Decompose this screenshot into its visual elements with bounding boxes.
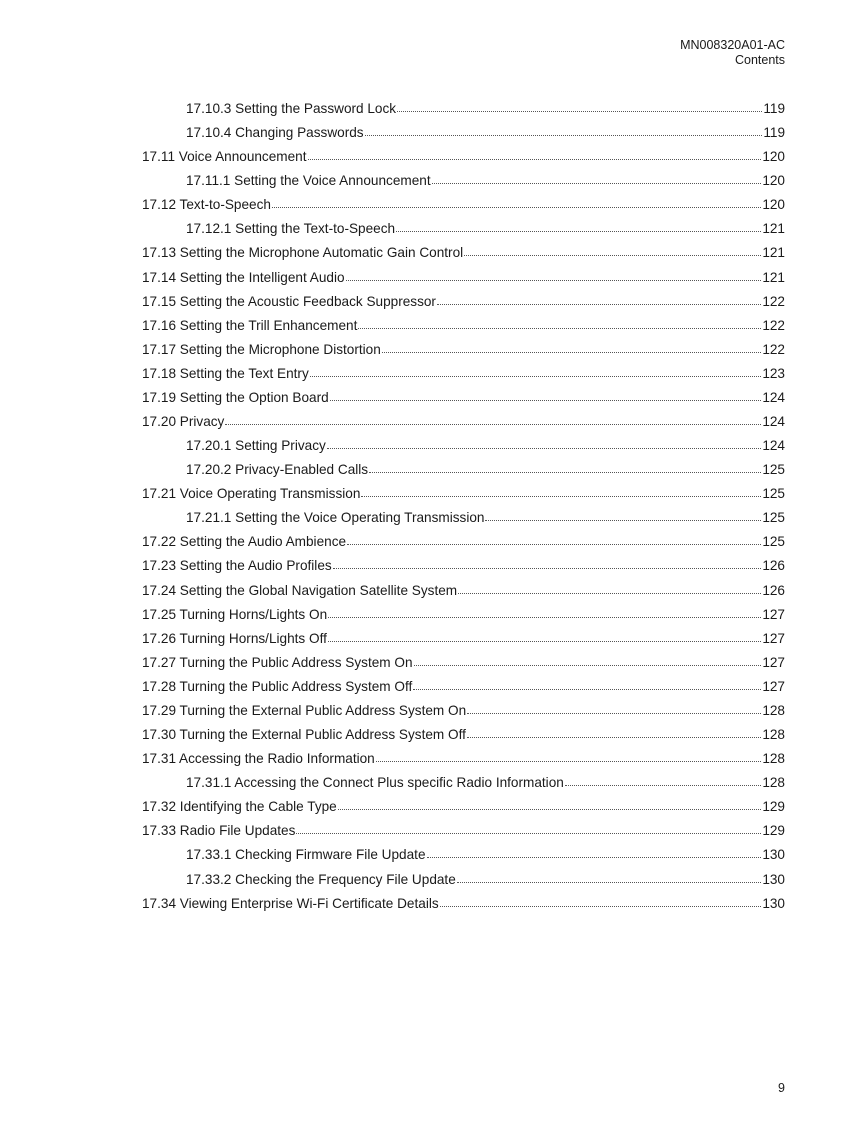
- document-id: MN008320A01-AC: [680, 38, 785, 52]
- page-header: [680, 38, 785, 68]
- toc-entry[interactable]: [142, 676, 785, 700]
- dot-leader: [328, 627, 761, 642]
- page-number: 9: [778, 1081, 785, 1095]
- toc-entry[interactable]: [142, 604, 785, 628]
- dot-leader: [361, 482, 761, 497]
- toc-entry-title[interactable]: 17.33 Radio File Updates: [142, 823, 296, 839]
- toc-entry-page[interactable]: 124: [762, 389, 785, 405]
- dot-leader: [365, 121, 763, 136]
- toc-entry-page[interactable]: 122: [762, 293, 785, 309]
- toc-entry-page[interactable]: 121: [762, 269, 785, 285]
- toc-entry-title[interactable]: 17.20 Privacy: [142, 414, 225, 430]
- toc-entry-page[interactable]: 125: [762, 462, 785, 478]
- dot-leader: [346, 266, 762, 281]
- toc-entry[interactable]: [142, 652, 785, 676]
- toc-entry-page[interactable]: 120: [762, 149, 785, 165]
- toc-entry-title[interactable]: 17.12.1 Setting the Text-to-Speech: [186, 221, 396, 237]
- dot-leader: [437, 290, 761, 305]
- dot-leader: [328, 603, 761, 618]
- toc-entry[interactable]: [142, 291, 785, 315]
- toc-entry-page[interactable]: 121: [762, 245, 785, 261]
- toc-entry-title[interactable]: 17.14 Setting the Intelligent Audio: [142, 269, 345, 285]
- toc-entry-page[interactable]: 126: [762, 582, 785, 598]
- toc-entry-page[interactable]: 127: [762, 678, 785, 694]
- toc-entry-page[interactable]: 128: [762, 702, 785, 718]
- toc-entry-title[interactable]: 17.18 Setting the Text Entry: [142, 365, 309, 381]
- toc-entry-title[interactable]: 17.30 Turning the External Public Address System Off: [142, 727, 466, 743]
- dot-leader: [397, 97, 762, 112]
- dot-leader: [565, 771, 761, 786]
- toc-entry-page[interactable]: 120: [762, 197, 785, 213]
- toc-entry[interactable]: [142, 796, 785, 820]
- dot-leader: [333, 554, 762, 569]
- toc-entry-title[interactable]: 17.32 Identifying the Cable Type: [142, 799, 337, 815]
- toc-entry-title[interactable]: 17.33.2 Checking the Frequency File Update: [186, 871, 456, 887]
- toc-entry-page[interactable]: 130: [762, 895, 785, 911]
- toc-entry-page[interactable]: 127: [762, 630, 785, 646]
- toc-entry[interactable]: [142, 170, 785, 194]
- toc-entry-page[interactable]: 128: [762, 775, 785, 791]
- dot-leader: [376, 747, 762, 762]
- toc-entry-title[interactable]: 17.33.1 Checking Firmware File Update: [186, 847, 426, 863]
- toc-entry-title[interactable]: 17.34 Viewing Enterprise Wi-Fi Certificate Details: [142, 895, 439, 911]
- toc-entry-page[interactable]: 126: [762, 558, 785, 574]
- toc-entry[interactable]: [142, 531, 785, 555]
- toc-entry[interactable]: [142, 748, 785, 772]
- toc-entry[interactable]: [142, 387, 785, 411]
- dot-leader: [458, 579, 761, 594]
- toc-entry-page[interactable]: 130: [762, 871, 785, 887]
- toc-entry-title[interactable]: 17.31.1 Accessing the Connect Plus specific Radio Information: [186, 775, 564, 791]
- toc-entry-title[interactable]: 17.11 Voice Announcement: [142, 149, 307, 165]
- toc-entry[interactable]: [142, 555, 785, 579]
- toc-entry-title[interactable]: 17.25 Turning Horns/Lights On: [142, 606, 328, 622]
- toc-entry-title[interactable]: 17.21.1 Setting the Voice Operating Transmission: [186, 510, 485, 526]
- dot-leader: [467, 699, 761, 714]
- toc-entry-page[interactable]: 124: [762, 438, 785, 454]
- toc-entry[interactable]: [142, 844, 785, 868]
- toc-entry[interactable]: [142, 146, 785, 170]
- toc-entry-title[interactable]: 17.15 Setting the Acoustic Feedback Suppressor: [142, 293, 436, 309]
- toc-entry[interactable]: [142, 411, 785, 435]
- toc-entry-title[interactable]: 17.13 Setting the Microphone Automatic Gain Control: [142, 245, 464, 261]
- toc-entry-title[interactable]: 17.10.4 Changing Passwords: [186, 125, 364, 141]
- toc-entry-title[interactable]: 17.27 Turning the Public Address System On: [142, 654, 413, 670]
- toc-entry-page[interactable]: 122: [762, 341, 785, 357]
- toc-entry-page[interactable]: 125: [762, 510, 785, 526]
- toc-entry[interactable]: [142, 700, 785, 724]
- toc-entry[interactable]: [142, 218, 785, 242]
- dot-leader: [369, 458, 761, 473]
- toc-entry[interactable]: [142, 820, 785, 844]
- toc-entry-page[interactable]: 127: [762, 606, 785, 622]
- toc-entry-page[interactable]: 124: [762, 414, 785, 430]
- dot-leader: [485, 506, 761, 521]
- toc-entry-title[interactable]: 17.24 Setting the Global Navigation Satellite System: [142, 582, 458, 598]
- toc-entry[interactable]: [142, 98, 785, 122]
- toc-entry-title[interactable]: 17.16 Setting the Trill Enhancement: [142, 317, 358, 333]
- toc-entry-title[interactable]: 17.22 Setting the Audio Ambience: [142, 534, 347, 550]
- dot-leader: [414, 651, 762, 666]
- toc-entry-title[interactable]: 17.17 Setting the Microphone Distortion: [142, 341, 381, 357]
- toc-entry[interactable]: [142, 580, 785, 604]
- dot-leader: [272, 193, 761, 208]
- dot-leader: [338, 795, 762, 810]
- toc-entry[interactable]: [142, 893, 785, 917]
- toc-entry-page[interactable]: 128: [762, 751, 785, 767]
- dot-leader: [464, 241, 761, 256]
- dot-leader: [347, 530, 761, 545]
- dot-leader: [467, 723, 761, 738]
- toc-entry-page[interactable]: 122: [762, 317, 785, 333]
- toc-entry[interactable]: [142, 772, 785, 796]
- toc-entry-title[interactable]: 17.21 Voice Operating Transmission: [142, 486, 361, 502]
- toc-entry-title[interactable]: 17.10.3 Setting the Password Lock: [186, 101, 397, 116]
- dot-leader: [427, 843, 762, 858]
- toc-entry-title[interactable]: 17.20.2 Privacy-Enabled Calls: [186, 462, 369, 478]
- dot-leader: [432, 169, 762, 184]
- toc-entry[interactable]: [142, 242, 785, 266]
- dot-leader: [296, 819, 761, 834]
- toc-entry-page[interactable]: 119: [763, 125, 785, 141]
- dot-leader: [330, 386, 762, 401]
- toc-entry[interactable]: [142, 194, 785, 218]
- dot-leader: [358, 314, 761, 329]
- toc-entry-page[interactable]: 120: [762, 173, 785, 189]
- dot-leader: [382, 338, 762, 353]
- toc-entry-title[interactable]: 17.29 Turning the External Public Address System On: [142, 702, 467, 718]
- toc-entry[interactable]: [142, 315, 785, 339]
- toc-entry[interactable]: [142, 267, 785, 291]
- toc-entry[interactable]: [142, 507, 785, 531]
- toc-entry-page[interactable]: 119: [763, 101, 785, 116]
- table-of-contents: [142, 98, 785, 917]
- dot-leader: [396, 217, 761, 232]
- toc-entry-page[interactable]: 125: [762, 486, 785, 502]
- dot-leader: [327, 434, 762, 449]
- toc-entry-title[interactable]: 17.12 Text-to-Speech: [142, 197, 271, 213]
- dot-leader: [440, 892, 762, 907]
- toc-entry[interactable]: [142, 459, 785, 483]
- toc-entry-page[interactable]: 129: [762, 799, 785, 815]
- toc-entry[interactable]: [142, 724, 785, 748]
- toc-entry-page[interactable]: 123: [762, 365, 785, 381]
- toc-entry-page[interactable]: 125: [762, 534, 785, 550]
- toc-entry-title[interactable]: 17.11.1 Setting the Voice Announcement: [186, 173, 431, 189]
- toc-entry[interactable]: [142, 628, 785, 652]
- dot-leader: [225, 410, 761, 425]
- toc-entry[interactable]: [142, 339, 785, 363]
- dot-leader: [457, 868, 762, 883]
- toc-entry-title[interactable]: 17.23 Setting the Audio Profiles: [142, 558, 332, 574]
- toc-entry-title[interactable]: 17.20.1 Setting Privacy: [186, 438, 326, 454]
- dot-leader: [413, 675, 761, 690]
- toc-entry[interactable]: [142, 483, 785, 507]
- toc-entry[interactable]: [142, 869, 785, 893]
- toc-entry-page[interactable]: 127: [762, 654, 785, 670]
- toc-entry[interactable]: [142, 363, 785, 387]
- toc-entry-title[interactable]: 17.31 Accessing the Radio Information: [142, 751, 375, 767]
- toc-entry-page[interactable]: 121: [762, 221, 785, 237]
- toc-entry[interactable]: [142, 122, 785, 146]
- toc-entry-page[interactable]: 130: [762, 847, 785, 863]
- toc-entry-title[interactable]: 17.19 Setting the Option Board: [142, 389, 329, 405]
- dot-leader: [310, 362, 762, 377]
- toc-entry-page[interactable]: 128: [762, 727, 785, 743]
- section-title: Contents: [734, 53, 785, 67]
- toc-entry-title[interactable]: 17.28 Turning the Public Address System Off: [142, 678, 413, 694]
- dot-leader: [308, 145, 762, 160]
- toc-entry-title[interactable]: 17.26 Turning Horns/Lights Off: [142, 630, 327, 646]
- toc-entry[interactable]: [142, 435, 785, 459]
- toc-entry-page[interactable]: 129: [762, 823, 785, 839]
